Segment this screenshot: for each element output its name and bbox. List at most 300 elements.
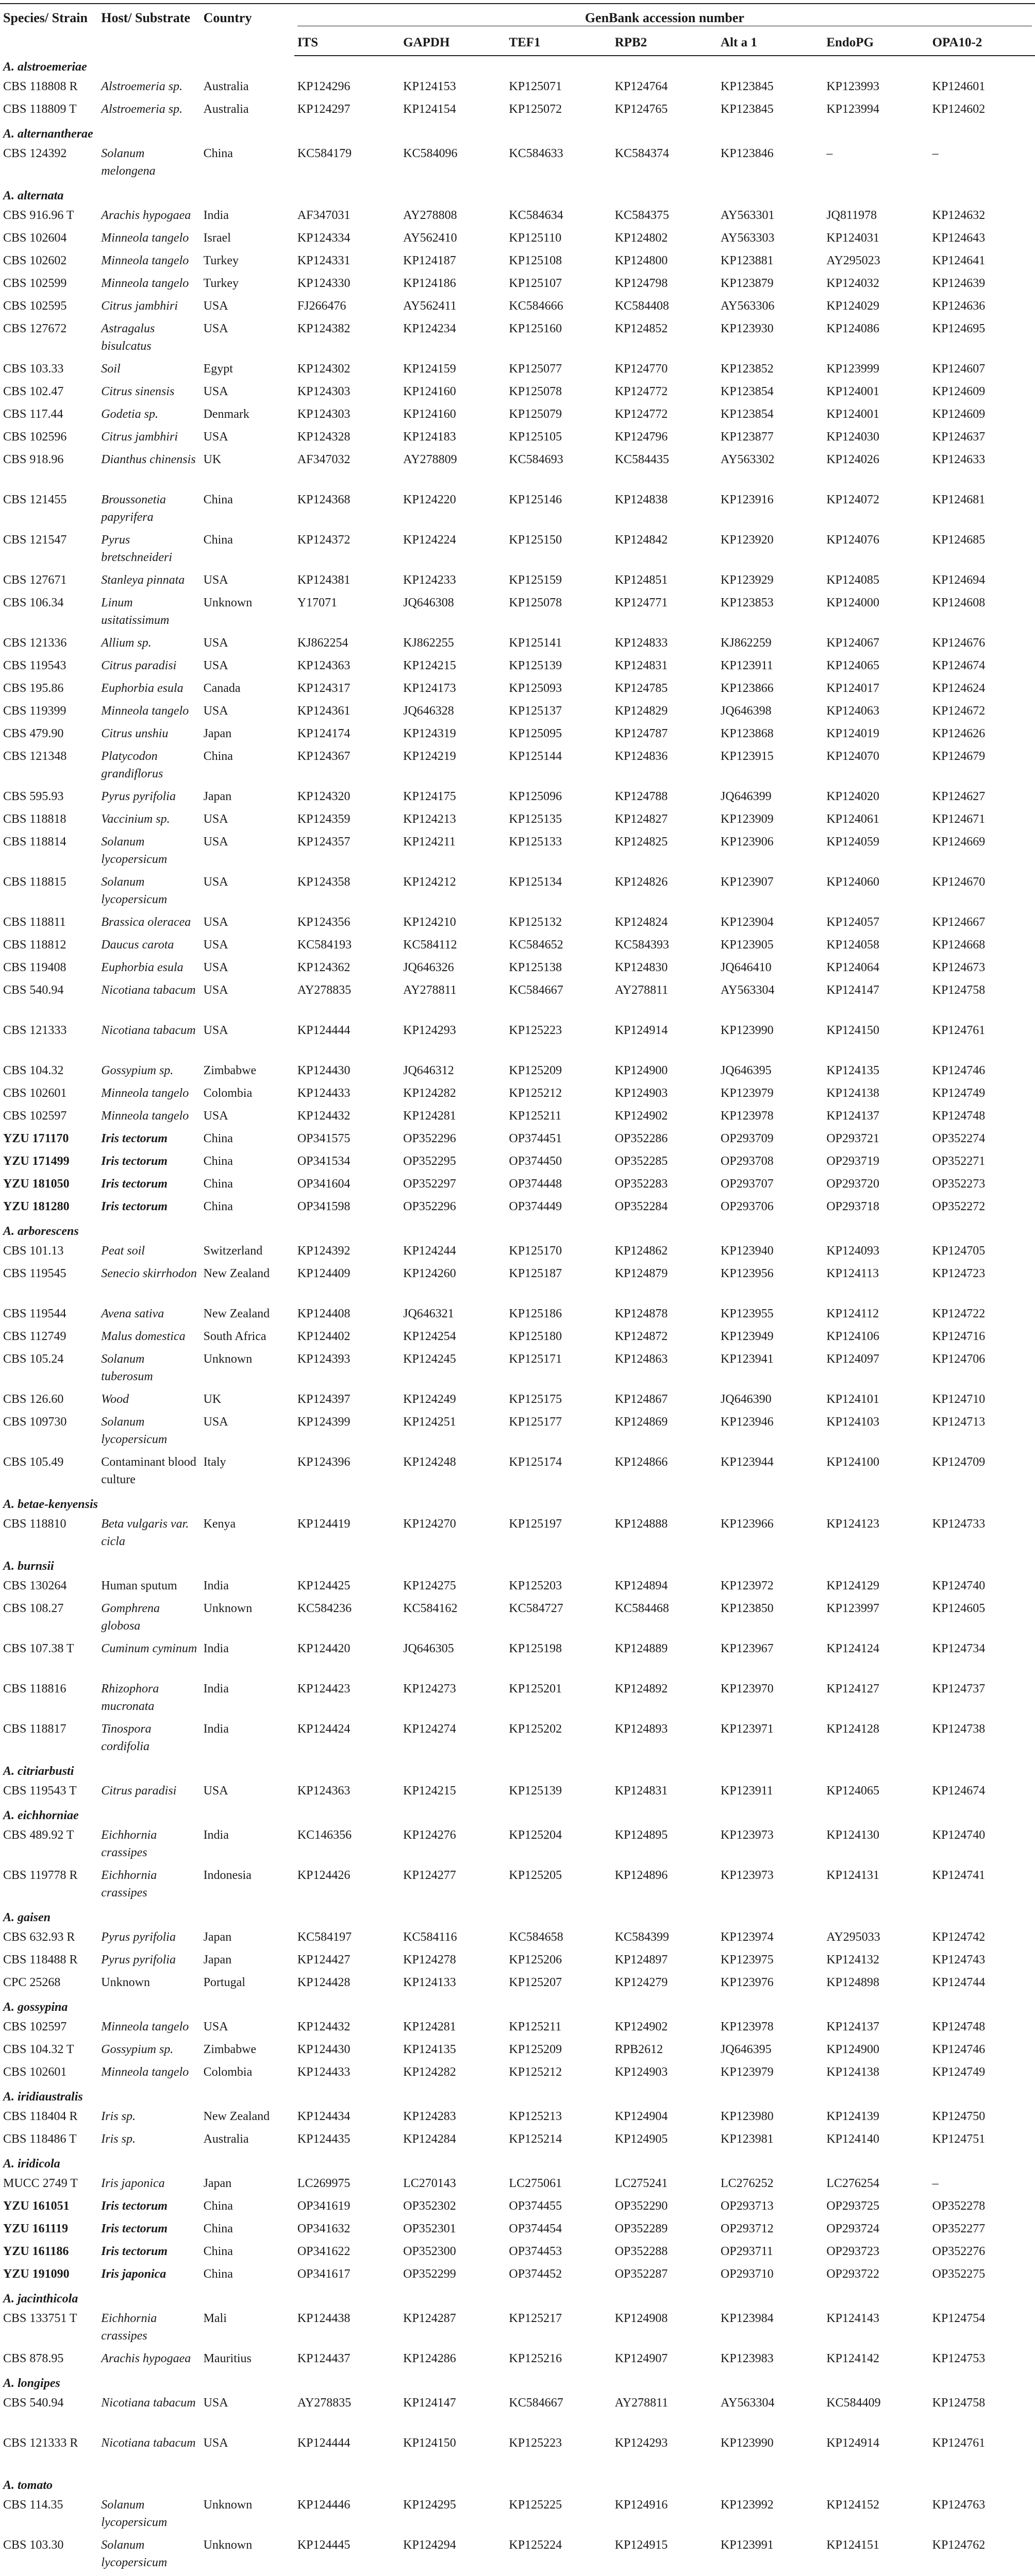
accession-cell: KP124295 — [403, 2498, 456, 2512]
accession-cell: KP123997 — [826, 1602, 879, 1615]
strain-cell: CBS 118818 — [3, 812, 66, 826]
accession-cell: KP124723 — [932, 1267, 986, 1280]
accession-cell: JQ811978 — [826, 209, 877, 222]
accession-cell: KP124705 — [932, 1244, 986, 1258]
accession-cell: KP124396 — [297, 1455, 350, 1469]
accession-cell: KP124679 — [932, 750, 986, 763]
strain-cell: CBS 127671 — [3, 573, 67, 587]
host-cell: Eichhornia crassipes — [101, 1828, 157, 1860]
host-cell: Alstroemeria sp. — [101, 103, 183, 116]
accession-cell: KC584666 — [509, 299, 563, 313]
accession-cell: KP124219 — [403, 750, 456, 763]
accession-cell: KP124878 — [614, 1307, 668, 1320]
accession-cell: OP352277 — [932, 2222, 986, 2235]
accession-cell: KP124889 — [614, 1642, 668, 1655]
accession-cell: JQ646399 — [721, 790, 772, 803]
accession-cell: KP124836 — [614, 750, 668, 763]
accession-cell: KC584393 — [614, 938, 670, 952]
accession-cell: KP124624 — [932, 682, 986, 695]
accession-cell: KP124086 — [826, 322, 879, 335]
accession-cell: KP124334 — [297, 231, 350, 245]
accession-cell: KP123868 — [721, 727, 774, 740]
strain-cell: CBS 106.34 — [3, 596, 64, 609]
table-row — [0, 1720, 1035, 1760]
accession-cell: KP125171 — [509, 1352, 562, 1366]
accession-cell: KP124733 — [932, 1517, 986, 1531]
header-gene: GAPDH — [400, 28, 506, 56]
accession-cell: KP125096 — [509, 790, 562, 803]
country-cell: Unknown — [203, 596, 253, 609]
species-row — [0, 2086, 1035, 2108]
country-cell: New Zealand — [203, 1267, 270, 1280]
accession-cell: KP124740 — [932, 1579, 986, 1592]
table-row — [0, 531, 1035, 571]
accession-cell: KP125187 — [509, 1267, 562, 1280]
species-row — [0, 2153, 1035, 2175]
accession-cell: KP123845 — [721, 80, 774, 93]
strain-cell: CBS 119545 — [3, 1267, 66, 1280]
table-row — [0, 1680, 1035, 1720]
accession-cell: KP124902 — [614, 2020, 668, 2033]
accession-cell: KP124641 — [932, 254, 986, 267]
accession-cell: OP352300 — [403, 2245, 456, 2258]
accession-cell: KP124159 — [403, 362, 456, 376]
accession-cell: KP124072 — [826, 493, 879, 506]
accession-cell: OP352275 — [932, 2267, 986, 2281]
accession-cell: KP124896 — [614, 1869, 668, 1882]
accession-cell: OP352296 — [403, 1200, 456, 1213]
country-cell: Japan — [203, 2177, 232, 2190]
accession-cell: AY562410 — [403, 231, 457, 245]
country-cell: USA — [203, 322, 228, 335]
country-cell: Unknown — [203, 2538, 253, 2552]
strain-cell: CBS 102601 — [3, 2065, 67, 2079]
country-cell: USA — [203, 984, 228, 997]
accession-cell: KP124278 — [403, 1953, 456, 1967]
host-cell: Beta vulgaris var. cicla — [101, 1517, 189, 1549]
accession-cell: KP123973 — [721, 1828, 774, 1842]
accession-cell: OP293721 — [826, 1132, 879, 1145]
accession-cell: KP124829 — [614, 704, 668, 718]
accession-cell: KP124879 — [614, 1267, 668, 1280]
header-gene: Alt a 1 — [717, 28, 823, 56]
accession-cell: KP124302 — [297, 362, 350, 376]
accession-cell: KP124173 — [403, 682, 456, 695]
accession-cell: KC584236 — [297, 1602, 352, 1615]
table-row — [0, 1242, 1035, 1265]
accession-cell: AY278811 — [403, 984, 457, 997]
species-name: A. alternata — [3, 189, 64, 202]
accession-cell: KP123949 — [721, 1330, 774, 1343]
accession-cell: KP124438 — [297, 2312, 350, 2325]
accession-cell: KP124260 — [403, 1267, 456, 1280]
accession-cell: KP124743 — [932, 1953, 986, 1967]
accession-cell: LC275241 — [614, 2177, 668, 2190]
country-cell: Mauritius — [203, 2352, 252, 2365]
table-row — [0, 383, 1035, 405]
accession-cell: KP124097 — [826, 1352, 879, 1366]
country-cell: Australia — [203, 80, 249, 93]
accession-cell: KP124331 — [297, 254, 350, 267]
accession-cell: KP123970 — [721, 1682, 774, 1696]
accession-cell: KP124362 — [297, 961, 350, 974]
country-cell: UK — [203, 1393, 222, 1406]
country-cell: India — [203, 1579, 229, 1592]
accession-cell: KP124031 — [826, 231, 879, 245]
species-name: A. jacinthicola — [3, 2292, 78, 2306]
accession-cell: KP124636 — [932, 299, 986, 313]
accession-cell: KP124287 — [403, 2312, 456, 2325]
accession-cell: KP124276 — [403, 1828, 456, 1842]
accession-cell: KP123967 — [721, 1642, 774, 1655]
accession-cell: KP124392 — [297, 1244, 350, 1258]
accession-cell: KP124112 — [826, 1307, 879, 1320]
accession-cell: KP125141 — [509, 636, 562, 650]
accession-cell: KP125198 — [509, 1642, 562, 1655]
accession-cell: JQ646326 — [403, 961, 454, 974]
host-cell: Broussonetia papyrifera — [101, 493, 166, 524]
accession-cell: OP352271 — [932, 1155, 986, 1168]
accession-cell: KP124709 — [932, 1455, 986, 1469]
strain-cell: CBS 112749 — [3, 1330, 66, 1343]
strain-cell: CBS 119544 — [3, 1307, 66, 1320]
table-row — [0, 1782, 1035, 1805]
accession-cell: KP123976 — [721, 1976, 774, 1989]
accession-cell: AY278835 — [297, 2396, 352, 2410]
accession-cell: KP124738 — [932, 1722, 986, 1736]
accession-cell: KP125206 — [509, 1953, 562, 1967]
host-cell: Arachis hypogaea — [101, 209, 191, 222]
accession-cell: KP124670 — [932, 875, 986, 889]
country-cell: China — [203, 2222, 233, 2235]
table-row — [0, 229, 1035, 252]
accession-cell: LC275061 — [509, 2177, 562, 2190]
table-row — [0, 2310, 1035, 2350]
accession-cell: KP125209 — [509, 2043, 562, 2056]
accession-cell: KP124124 — [826, 1642, 879, 1655]
accession-cell: AF347031 — [297, 209, 350, 222]
country-cell: India — [203, 1642, 229, 1655]
accession-cell: KP124744 — [932, 1976, 986, 1989]
accession-cell: OP374453 — [509, 2245, 562, 2258]
accession-cell: KP123916 — [721, 493, 774, 506]
accession-cell: JQ646328 — [403, 704, 454, 718]
strain-cell: CBS 127672 — [3, 322, 67, 335]
accession-cell: KP123955 — [721, 1307, 774, 1320]
accession-cell: LC276252 — [721, 2177, 774, 2190]
accession-cell: KP124770 — [614, 362, 668, 376]
accession-cell: KP124842 — [614, 533, 668, 547]
accession-cell: KP124802 — [614, 231, 668, 245]
accession-cell: OP352302 — [403, 2199, 456, 2213]
strain-cell: CBS 102604 — [3, 231, 67, 245]
country-cell: Australia — [203, 103, 249, 116]
species-name: A. citriarbusti — [3, 1765, 74, 1778]
strain-cell: CBS 117.44 — [3, 408, 63, 421]
table-row — [0, 1600, 1035, 1640]
accession-cell: KP124019 — [826, 727, 879, 740]
accession-cell: OP374452 — [509, 2267, 562, 2281]
table-row — [0, 788, 1035, 810]
host-cell: Godetia sp. — [101, 408, 158, 421]
accession-cell: KP124001 — [826, 385, 879, 398]
host-cell: Iris tectorum — [101, 1200, 168, 1213]
accession-cell: KP124131 — [826, 1869, 879, 1882]
country-cell: India — [203, 209, 229, 222]
table-row — [0, 78, 1035, 100]
accession-cell: KP124444 — [297, 2436, 350, 2450]
table-row — [0, 1265, 1035, 1305]
accession-cell: KP124234 — [403, 322, 456, 335]
accession-cell: KP124852 — [614, 322, 668, 335]
species-row — [0, 56, 1035, 78]
table-row — [0, 1640, 1035, 1680]
table-row — [0, 1826, 1035, 1867]
table-row — [0, 1391, 1035, 1413]
accession-cell: KC584652 — [509, 938, 563, 952]
accession-cell: KP124643 — [932, 231, 986, 245]
accession-cell: KJ862255 — [403, 636, 454, 650]
host-cell: Iris tectorum — [101, 1155, 168, 1168]
accession-cell: KP124147 — [403, 2396, 456, 2410]
accession-cell: KP125071 — [509, 80, 562, 93]
accession-cell: KP124764 — [614, 80, 668, 93]
strain-cell: CBS 102599 — [3, 277, 67, 290]
accession-cell: KP124862 — [614, 1244, 668, 1258]
strain-cell: CBS 479.90 — [3, 727, 64, 740]
accession-cell: KP123944 — [721, 1455, 774, 1469]
accession-cell: KP124283 — [403, 2110, 456, 2123]
accession-cell: KP124275 — [403, 1579, 456, 1592]
accession-cell: KP124100 — [826, 1455, 879, 1469]
accession-cell: KP124106 — [826, 1330, 879, 1343]
species-row — [0, 1221, 1035, 1242]
species-name: A. iridiaustralis — [3, 2090, 83, 2104]
table-row — [0, 634, 1035, 657]
accession-cell: RPB2612 — [614, 2043, 663, 2056]
country-cell: Israel — [203, 231, 231, 245]
accession-cell: KP124685 — [932, 533, 986, 547]
accession-cell: KP124602 — [932, 103, 986, 116]
accession-cell: KP124160 — [403, 408, 456, 421]
strain-cell: CBS 118809 T — [3, 103, 77, 116]
accession-cell: KP123972 — [721, 1579, 774, 1592]
species-row — [0, 1907, 1035, 1928]
strain-cell: CBS 103.30 — [3, 2538, 64, 2552]
strain-cell: CBS 118817 — [3, 1722, 66, 1736]
accession-cell: KP124746 — [932, 2043, 986, 2056]
accession-cell: KP124409 — [297, 1267, 350, 1280]
table-row — [0, 2536, 1035, 2576]
accession-cell: KP124248 — [403, 1455, 456, 1469]
accession-cell: JQ646321 — [403, 1307, 454, 1320]
country-cell: Japan — [203, 1953, 232, 1967]
strain-cell: CBS 102596 — [3, 430, 67, 444]
accession-cell: KP124424 — [297, 1722, 350, 1736]
table-row — [0, 1022, 1035, 1062]
accession-cell: KP124293 — [614, 2436, 668, 2450]
table-row — [0, 873, 1035, 913]
accession-cell: KC584633 — [509, 147, 563, 160]
country-cell: India — [203, 1722, 229, 1736]
accession-cell: OP352299 — [403, 2267, 456, 2281]
accession-cell: LC269975 — [297, 2177, 350, 2190]
strain-cell: CBS 119543 T — [3, 1784, 77, 1798]
table-row — [0, 1198, 1035, 1221]
accession-cell: KP124058 — [826, 938, 879, 952]
accession-cell: OP352276 — [932, 2245, 986, 2258]
accession-cell: KP123975 — [721, 1953, 774, 1967]
accession-cell: OP293719 — [826, 1155, 879, 1168]
strain-cell: CBS 104.32 — [3, 1064, 64, 1077]
host-cell: Gomphrena globosa — [101, 1602, 160, 1633]
accession-cell: KP124330 — [297, 277, 350, 290]
accession-cell: – — [932, 147, 939, 160]
accession-cell: KP124434 — [297, 2110, 350, 2123]
strain-cell: CBS 118808 R — [3, 80, 78, 93]
strain-cell: YZU 181050 — [3, 1177, 70, 1191]
accession-cell: KP123879 — [721, 277, 774, 290]
country-cell: China — [203, 493, 233, 506]
accession-cell: KP124408 — [297, 1307, 350, 1320]
accession-cell: KP124639 — [932, 277, 986, 290]
table-row — [0, 2220, 1035, 2243]
accession-cell: KP124826 — [614, 875, 668, 889]
table-row — [0, 1577, 1035, 1600]
accession-cell: OP341534 — [297, 1155, 350, 1168]
table-row — [0, 2108, 1035, 2130]
strain-cell: CBS 104.32 T — [3, 2043, 74, 2056]
accession-cell: KC584658 — [509, 1930, 563, 1944]
strain-cell: CBS 121455 — [3, 493, 67, 506]
strain-cell: CBS 119778 R — [3, 1869, 78, 1882]
country-cell: USA — [203, 812, 228, 826]
accession-cell: KP124713 — [932, 1415, 986, 1429]
species-name: A. gaisen — [3, 1911, 51, 1924]
accession-cell: OP352285 — [614, 1155, 668, 1168]
accession-cell: KP124425 — [297, 1579, 350, 1592]
accession-cell: KP124428 — [297, 1976, 350, 1989]
country-cell: New Zealand — [203, 2110, 270, 2123]
strain-cell: CBS 595.93 — [3, 790, 64, 803]
host-cell: Gossypium sp. — [101, 2043, 174, 2056]
accession-cell: KP125205 — [509, 1869, 562, 1882]
country-cell: Egypt — [203, 362, 233, 376]
country-cell: USA — [203, 704, 228, 718]
accession-cell: KC584179 — [297, 147, 352, 160]
accession-cell: KP123915 — [721, 750, 774, 763]
accession-cell: OP374450 — [509, 1155, 562, 1168]
accession-cell: KP125133 — [509, 835, 562, 849]
host-cell: Iris tectorum — [101, 1132, 168, 1145]
accession-cell: KP124892 — [614, 1682, 668, 1696]
host-cell: Minneola tangelo — [101, 254, 189, 267]
host-cell: Malus domestica — [101, 1330, 186, 1343]
host-cell: Citrus paradisi — [101, 1784, 177, 1798]
accession-cell: KP124851 — [614, 573, 668, 587]
strain-cell: CBS 133751 T — [3, 2312, 77, 2325]
accession-cell: KP125225 — [509, 2498, 562, 2512]
accession-cell: KP124722 — [932, 1307, 986, 1320]
accession-cell: KC584197 — [297, 1930, 352, 1944]
accession-cell: OP293707 — [721, 1177, 774, 1191]
accession-cell: KP125072 — [509, 103, 562, 116]
country-cell: USA — [203, 636, 228, 650]
strain-cell: CPC 25268 — [3, 1976, 61, 1989]
accession-cell: OP293709 — [721, 1132, 774, 1145]
accession-cell: KP125223 — [509, 2436, 562, 2450]
country-cell: USA — [203, 916, 228, 929]
header-gene: ITS — [294, 28, 400, 56]
accession-cell: KP124152 — [826, 2498, 879, 2512]
accession-cell: KP124914 — [826, 2436, 879, 2450]
accession-cell: KP124251 — [403, 1415, 456, 1429]
host-cell: Eichhornia crassipes — [101, 2312, 157, 2343]
accession-cell: KP125214 — [509, 2132, 562, 2146]
country-cell: USA — [203, 1784, 228, 1798]
accession-cell: KP124825 — [614, 835, 668, 849]
accession-cell: KP124282 — [403, 2065, 456, 2079]
host-cell: Iris tectorum — [101, 2245, 168, 2258]
accession-cell: KP124894 — [614, 1579, 668, 1592]
accession-cell: KP124908 — [614, 2312, 668, 2325]
accession-cell: KP125217 — [509, 2312, 562, 2325]
accession-cell: KC584634 — [509, 209, 563, 222]
strain-cell: YZU 171170 — [3, 1132, 69, 1145]
table-row — [0, 2063, 1035, 2086]
accession-cell: KP124798 — [614, 277, 668, 290]
accession-cell: KP123854 — [721, 385, 774, 398]
accession-cell: KP123905 — [721, 938, 774, 952]
accession-cell: AY563304 — [721, 984, 775, 997]
accession-cell: KP124753 — [932, 2352, 986, 2365]
accession-cell: KP124758 — [932, 2396, 986, 2410]
host-cell: Soil — [101, 362, 121, 376]
accession-cell: OP341617 — [297, 2267, 350, 2281]
accession-cell: KP123852 — [721, 362, 774, 376]
accession-cell: OP293712 — [721, 2222, 774, 2235]
header-genbank: GenBank accession number — [297, 10, 1032, 26]
host-cell: Citrus unshiu — [101, 727, 169, 740]
country-cell: USA — [203, 2020, 228, 2033]
accession-cell: KP124174 — [297, 727, 350, 740]
accession-cell: KP125212 — [509, 1087, 562, 1100]
strain-cell: CBS 195.86 — [3, 682, 64, 695]
table-row — [0, 1515, 1035, 1555]
accession-cell: AY278808 — [403, 209, 457, 222]
strain-cell: CBS 118811 — [3, 916, 66, 929]
host-cell: Citrus sinensis — [101, 385, 175, 398]
accession-cell: KP123966 — [721, 1517, 774, 1531]
accession-cell: KP124446 — [297, 2498, 350, 2512]
accession-cell: KP124900 — [614, 1064, 668, 1077]
country-cell: USA — [203, 2436, 228, 2450]
country-cell: Denmark — [203, 408, 249, 421]
genbank-table — [0, 3, 1035, 2576]
country-cell: Japan — [203, 1930, 232, 1944]
accession-cell: KP124303 — [297, 385, 350, 398]
strain-cell: YZU 191090 — [3, 2267, 70, 2281]
accession-cell: KP124902 — [614, 1109, 668, 1123]
country-cell: Indonesia — [203, 1869, 252, 1882]
strain-cell: CBS 130264 — [3, 1579, 67, 1592]
country-cell: Unknown — [203, 1352, 253, 1366]
accession-cell: KC584399 — [614, 1930, 670, 1944]
table-row — [0, 428, 1035, 451]
accession-cell: KP124750 — [932, 2110, 986, 2123]
accession-cell: KP124139 — [826, 2110, 879, 2123]
accession-cell: KP124904 — [614, 2110, 668, 2123]
